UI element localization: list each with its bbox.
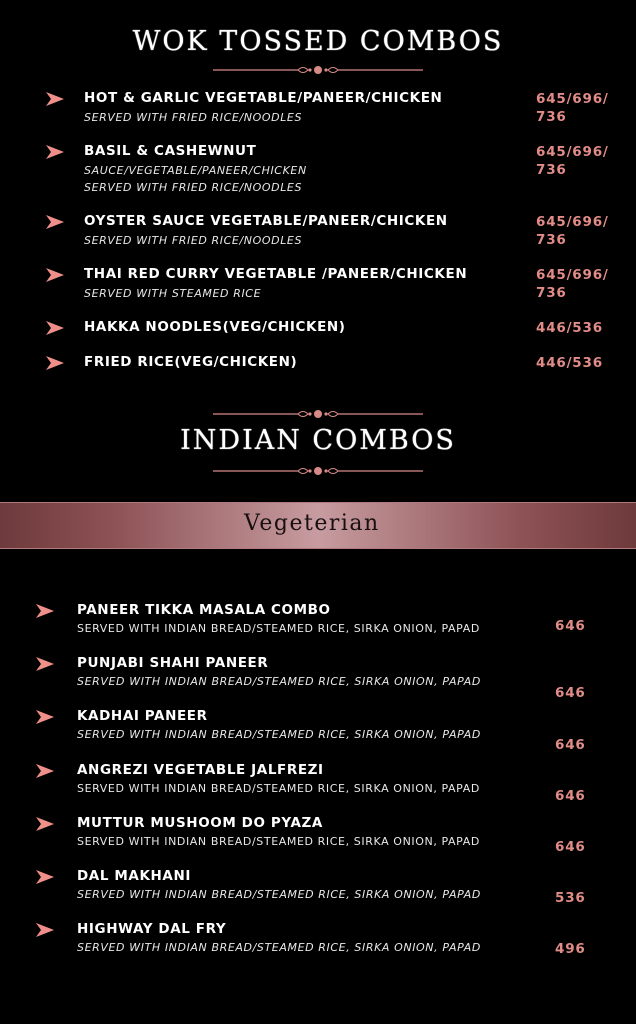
menu-item-name: OYSTER SAUCE VEGETABLE/PANEER/CHICKEN [84,213,448,229]
menu-item-description: SERVED WITH FRIED RICE/NOODLES [84,111,303,124]
arrow-bullet-icon [46,268,64,282]
ornament-divider-icon [0,463,636,479]
menu-item-description: SERVED WITH INDIAN BREAD/STEAMED RICE, SIRKA ONION, PAPAD [77,782,480,795]
menu-item-name: THAI RED CURRY VEGETABLE /PANEER/CHICKEN [84,266,468,282]
menu-item-description: SERVED WITH STEAMED RICE [84,287,262,300]
arrow-bullet-icon [36,923,54,937]
arrow-bullet-icon [36,764,54,778]
arrow-bullet-icon [46,356,64,370]
arrow-bullet-icon [46,145,64,159]
menu-item-name: MUTTUR MUSHOOM DO PYAZA [77,815,323,831]
arrow-bullet-icon [46,92,64,106]
menu-item-description: SERVED WITH FRIED RICE/NOODLES [84,181,303,194]
menu-item-price: 646 [555,788,586,804]
ornament-divider-icon [0,62,636,78]
menu-item-price: 646 [555,618,586,634]
menu-item-description: SERVED WITH FRIED RICE/NOODLES [84,234,303,247]
menu-item-name: PANEER TIKKA MASALA COMBO [77,602,331,618]
menu-item-name: HAKKA NOODLES(VEG/CHICKEN) [84,319,346,335]
arrow-bullet-icon [36,604,54,618]
menu-item-name: HOT & GARLIC VEGETABLE/PANEER/CHICKEN [84,90,443,106]
arrow-bullet-icon [36,817,54,831]
section-title-wok: WOK TOSSED COMBOS [132,26,504,57]
menu-item-price: 645/696/ [536,214,609,230]
menu-item-price: 646 [555,685,586,701]
menu-item-price: 645/696/ [536,267,609,283]
category-band [0,502,636,549]
menu-item-price: 736 [536,162,567,178]
menu-item-description: SAUCE/VEGETABLE/PANEER/CHICKEN [84,164,307,177]
menu-item-description: SERVED WITH INDIAN BREAD/STEAMED RICE, SIRKA ONION, PAPAD [77,888,482,901]
menu-item-name: ANGREZI VEGETABLE JALFREZI [77,762,324,778]
menu-item-price: 646 [555,737,586,753]
menu-item-price: 646 [555,839,586,855]
arrow-bullet-icon [36,657,54,671]
menu-item-name: PUNJABI SHAHI PANEER [77,655,269,671]
menu-item-description: SERVED WITH INDIAN BREAD/STEAMED RICE, SIRKA ONION, PAPAD [77,675,482,688]
menu-item-name: BASIL & CASHEWNUT [84,143,257,159]
menu-item-price: 736 [536,109,567,125]
menu-item-price: 645/696/ [536,91,609,107]
menu-item-price: 496 [555,941,586,957]
menu-item-price: 645/696/ [536,144,609,160]
category-label: Vegeterian [244,511,380,536]
menu-item-price: 736 [536,285,567,301]
menu-item-name: DAL MAKHANI [77,868,191,884]
menu-item-price: 736 [536,232,567,248]
arrow-bullet-icon [36,870,54,884]
menu-item-name: FRIED RICE(VEG/CHICKEN) [84,354,298,370]
section-title-indian: INDIAN COMBOS [180,425,456,456]
menu-item-price: 446/536 [536,320,603,336]
ornament-divider-icon [0,406,636,422]
menu-item-description: SERVED WITH INDIAN BREAD/STEAMED RICE, SIRKA ONION, PAPAD [77,941,482,954]
menu-item-price: 446/536 [536,355,603,371]
arrow-bullet-icon [46,215,64,229]
menu-item-price: 536 [555,890,586,906]
menu-item-description: SERVED WITH INDIAN BREAD/STEAMED RICE, SIRKA ONION, PAPAD [77,728,482,741]
menu-item-name: KADHAI PANEER [77,708,208,724]
arrow-bullet-icon [46,321,64,335]
menu-item-name: HIGHWAY DAL FRY [77,921,227,937]
arrow-bullet-icon [36,710,54,724]
menu-item-description: SERVED WITH INDIAN BREAD/STEAMED RICE, SIRKA ONION, PAPAD [77,622,480,635]
menu-item-description: SERVED WITH INDIAN BREAD/STEAMED RICE, SIRKA ONION, PAPAD [77,835,480,848]
